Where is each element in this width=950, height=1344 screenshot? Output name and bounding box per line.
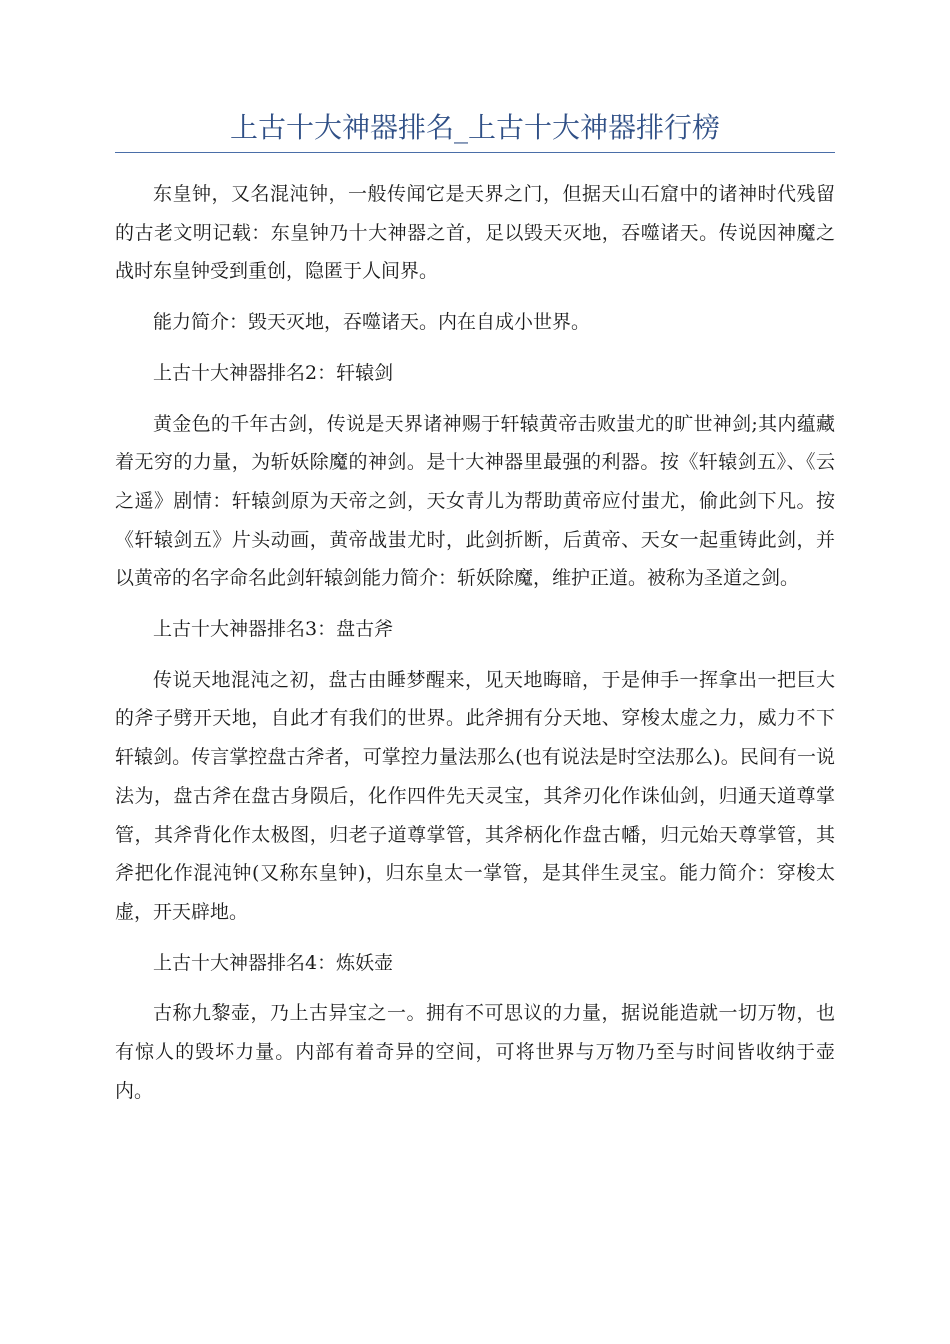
- document-title: 上古十大神器排名_上古十大神器排行榜: [115, 108, 835, 153]
- section-heading-rank-3: 上古十大神器排名3：盘古斧: [153, 618, 394, 641]
- section-heading-rank-4: 上古十大神器排名4：炼妖壶: [153, 951, 394, 974]
- document-body: [115, 175, 835, 1110]
- paragraph-xuanyuan-sword: 黄金色的千年古剑，传说是天界诸神赐于轩辕黄帝击败蚩尤的旷世神剑;其内蕴藏着无穷的力量，为斩妖除魔的神剑。是十大神器里最强的利器。按《轩辕剑五》、《云之遥》剧情：轩辕剑原为天帝之剑，天女青儿为帮助黄帝应付蚩尤，偷此剑下凡。按《轩辕剑五》片头动画，黄帝战蚩尤时，此剑折断，后黄帝、天女一起重铸此剑，并以黄帝的名字命名此剑轩辕剑能力简介：斩妖除魔，维护正道。被称为圣道之剑。: [115, 412, 835, 590]
- document-page: [115, 108, 835, 1122]
- section-heading-rank-2: 上古十大神器排名2：轩辕剑: [153, 361, 394, 384]
- paragraph-east-emperor-bell-ability: 能力简介：毁天灭地，吞噬诸天。内在自成小世界。: [153, 311, 591, 334]
- paragraph-east-emperor-bell: 东皇钟，又名混沌钟，一般传闻它是天界之门，但据天山石窟中的诸神时代残留的古老文明记载：东皇钟乃十大神器之首，足以毁天灭地，吞噬诸天。传说因神魔之战时东皇钟受到重创，隐匿于人间界。: [115, 183, 835, 283]
- paragraph-pangu-axe: 传说天地混沌之初，盘古由睡梦醒来，见天地晦暗，于是伸手一挥拿出一把巨大的斧子劈开天地，自此才有我们的世界。此斧拥有分天地、穿梭太虚之力，威力不下轩辕剑。传言掌控盘古斧者，可掌控力量法那么(也有说法是时空法那么)。民间有一说法为，盘古斧在盘古身陨后，化作四件先天灵宝，其斧刃化作诛仙剑，归通天道尊掌管，其斧背化作太极图，归老子道尊掌管，其斧柄化作盘古幡，归元始天尊掌管，其斧把化作混沌钟(又称东皇钟)，归东皇太一掌管，是其伴生灵宝。能力简介：穿梭太虚，开天辟地。: [115, 668, 835, 923]
- paragraph-demon-refining-pot: 古称九黎壶，乃上古异宝之一。拥有不可思议的力量，据说能造就一切万物，也有惊人的毁坏力量。内部有着奇异的空间，可将世界与万物乃至与时间皆收纳于壶内。: [115, 1002, 835, 1102]
